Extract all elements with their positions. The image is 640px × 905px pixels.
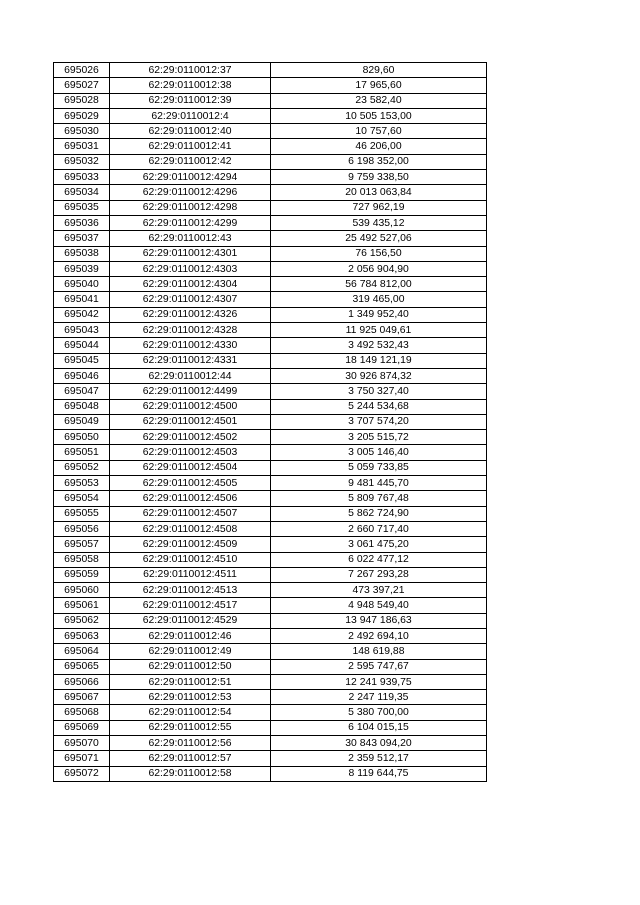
row-id-cell: 695038: [54, 246, 110, 261]
value-cell: 4 948 549,40: [271, 598, 487, 613]
table-row: [54, 659, 487, 674]
value-cell: 5 862 724,90: [271, 506, 487, 521]
cadastral-number-cell: 62:29:0110012:40: [110, 124, 271, 139]
value-cell: 5 244 534,68: [271, 399, 487, 414]
row-id-cell: 695048: [54, 399, 110, 414]
value-cell: 30 843 094,20: [271, 736, 487, 751]
table-row: [54, 598, 487, 613]
row-id-cell: 695059: [54, 567, 110, 582]
value-cell: 23 582,40: [271, 93, 487, 108]
row-id-cell: 695039: [54, 261, 110, 276]
cadastral-number-cell: 62:29:0110012:57: [110, 751, 271, 766]
cadastral-number-cell: 62:29:0110012:50: [110, 659, 271, 674]
table-row: [54, 491, 487, 506]
cadastral-number-cell: 62:29:0110012:4301: [110, 246, 271, 261]
cadastral-number-cell: 62:29:0110012:56: [110, 736, 271, 751]
table-row: [54, 338, 487, 353]
table-row: [54, 644, 487, 659]
cadastral-number-cell: 62:29:0110012:4303: [110, 261, 271, 276]
cadastral-number-cell: 62:29:0110012:4511: [110, 567, 271, 582]
value-cell: 2 595 747,67: [271, 659, 487, 674]
value-cell: 30 926 874,32: [271, 368, 487, 383]
value-cell: 3 750 327,40: [271, 384, 487, 399]
table-row: [54, 766, 487, 781]
table-row: [54, 78, 487, 93]
row-id-cell: 695069: [54, 720, 110, 735]
value-cell: 6 104 015,15: [271, 720, 487, 735]
table-row: [54, 552, 487, 567]
table-row: [54, 736, 487, 751]
data-table: [53, 62, 487, 782]
cadastral-number-cell: 62:29:0110012:58: [110, 766, 271, 781]
value-cell: 473 397,21: [271, 583, 487, 598]
table-row: [54, 628, 487, 643]
cadastral-number-cell: 62:29:0110012:43: [110, 231, 271, 246]
row-id-cell: 695042: [54, 307, 110, 322]
table-row: [54, 674, 487, 689]
table-row: [54, 231, 487, 246]
row-id-cell: 695026: [54, 63, 110, 78]
cadastral-number-cell: 62:29:0110012:49: [110, 644, 271, 659]
table-row: [54, 613, 487, 628]
table-row: [54, 399, 487, 414]
row-id-cell: 695034: [54, 185, 110, 200]
cadastral-number-cell: 62:29:0110012:53: [110, 690, 271, 705]
row-id-cell: 695055: [54, 506, 110, 521]
cadastral-number-cell: 62:29:0110012:4502: [110, 430, 271, 445]
row-id-cell: 695032: [54, 154, 110, 169]
row-id-cell: 695029: [54, 108, 110, 123]
cadastral-number-cell: 62:29:0110012:4294: [110, 170, 271, 185]
row-id-cell: 695062: [54, 613, 110, 628]
table-row: [54, 323, 487, 338]
cadastral-number-cell: 62:29:0110012:4504: [110, 460, 271, 475]
cadastral-number-cell: 62:29:0110012:4298: [110, 200, 271, 215]
cadastral-number-cell: 62:29:0110012:51: [110, 674, 271, 689]
value-cell: 2 247 119,35: [271, 690, 487, 705]
value-cell: 3 005 146,40: [271, 445, 487, 460]
row-id-cell: 695030: [54, 124, 110, 139]
cadastral-number-cell: 62:29:0110012:41: [110, 139, 271, 154]
row-id-cell: 695036: [54, 215, 110, 230]
cadastral-number-cell: 62:29:0110012:4: [110, 108, 271, 123]
value-cell: 20 013 063,84: [271, 185, 487, 200]
cadastral-number-cell: 62:29:0110012:4304: [110, 277, 271, 292]
table-row: [54, 63, 487, 78]
value-cell: 319 465,00: [271, 292, 487, 307]
cadastral-number-cell: 62:29:0110012:37: [110, 63, 271, 78]
table-row: [54, 368, 487, 383]
row-id-cell: 695072: [54, 766, 110, 781]
cadastral-number-cell: 62:29:0110012:4529: [110, 613, 271, 628]
cadastral-number-cell: 62:29:0110012:4330: [110, 338, 271, 353]
cadastral-number-cell: 62:29:0110012:46: [110, 628, 271, 643]
value-cell: 2 660 717,40: [271, 521, 487, 536]
value-cell: 6 022 477,12: [271, 552, 487, 567]
value-cell: 1 349 952,40: [271, 307, 487, 322]
value-cell: 76 156,50: [271, 246, 487, 261]
table-row: [54, 353, 487, 368]
table-row: [54, 200, 487, 215]
value-cell: 13 947 186,63: [271, 613, 487, 628]
value-cell: 10 505 153,00: [271, 108, 487, 123]
cadastral-number-cell: 62:29:0110012:4506: [110, 491, 271, 506]
value-cell: 56 784 812,00: [271, 277, 487, 292]
table-row: [54, 185, 487, 200]
table-row: [54, 292, 487, 307]
table-row: [54, 215, 487, 230]
row-id-cell: 695057: [54, 537, 110, 552]
cadastral-number-cell: 62:29:0110012:38: [110, 78, 271, 93]
row-id-cell: 695041: [54, 292, 110, 307]
value-cell: 3 707 574,20: [271, 414, 487, 429]
cadastral-number-cell: 62:29:0110012:55: [110, 720, 271, 735]
value-cell: 829,60: [271, 63, 487, 78]
table-row: [54, 476, 487, 491]
table-row: [54, 261, 487, 276]
row-id-cell: 695051: [54, 445, 110, 460]
value-cell: 2 359 512,17: [271, 751, 487, 766]
table-row: [54, 720, 487, 735]
row-id-cell: 695044: [54, 338, 110, 353]
table-row: [54, 445, 487, 460]
row-id-cell: 695043: [54, 323, 110, 338]
row-id-cell: 695071: [54, 751, 110, 766]
table-row: [54, 124, 487, 139]
table-row: [54, 705, 487, 720]
table-row: [54, 430, 487, 445]
table-row: [54, 93, 487, 108]
cadastral-number-cell: 62:29:0110012:4500: [110, 399, 271, 414]
row-id-cell: 695064: [54, 644, 110, 659]
cadastral-number-cell: 62:29:0110012:44: [110, 368, 271, 383]
cadastral-number-cell: 62:29:0110012:4296: [110, 185, 271, 200]
row-id-cell: 695027: [54, 78, 110, 93]
value-cell: 46 206,00: [271, 139, 487, 154]
cadastral-number-cell: 62:29:0110012:4326: [110, 307, 271, 322]
cadastral-number-cell: 62:29:0110012:4501: [110, 414, 271, 429]
row-id-cell: 695045: [54, 353, 110, 368]
cadastral-number-cell: 62:29:0110012:4503: [110, 445, 271, 460]
row-id-cell: 695035: [54, 200, 110, 215]
value-cell: 6 198 352,00: [271, 154, 487, 169]
table-row: [54, 414, 487, 429]
row-id-cell: 695056: [54, 521, 110, 536]
value-cell: 3 492 532,43: [271, 338, 487, 353]
row-id-cell: 695061: [54, 598, 110, 613]
table-row: [54, 690, 487, 705]
row-id-cell: 695066: [54, 674, 110, 689]
table-row: [54, 384, 487, 399]
table-row: [54, 751, 487, 766]
value-cell: 148 619,88: [271, 644, 487, 659]
table-row: [54, 307, 487, 322]
cadastral-number-cell: 62:29:0110012:4517: [110, 598, 271, 613]
value-cell: 25 492 527,06: [271, 231, 487, 246]
table-row: [54, 567, 487, 582]
row-id-cell: 695067: [54, 690, 110, 705]
cadastral-number-cell: 62:29:0110012:4507: [110, 506, 271, 521]
row-id-cell: 695054: [54, 491, 110, 506]
value-cell: 2 492 694,10: [271, 628, 487, 643]
value-cell: 8 119 644,75: [271, 766, 487, 781]
row-id-cell: 695053: [54, 476, 110, 491]
table-row: [54, 537, 487, 552]
value-cell: 3 205 515,72: [271, 430, 487, 445]
value-cell: 5 809 767,48: [271, 491, 487, 506]
value-cell: 18 149 121,19: [271, 353, 487, 368]
row-id-cell: 695049: [54, 414, 110, 429]
cadastral-number-cell: 62:29:0110012:4499: [110, 384, 271, 399]
row-id-cell: 695046: [54, 368, 110, 383]
cadastral-number-cell: 62:29:0110012:4299: [110, 215, 271, 230]
table-row: [54, 277, 487, 292]
value-cell: 539 435,12: [271, 215, 487, 230]
cadastral-number-cell: 62:29:0110012:4509: [110, 537, 271, 552]
table-row: [54, 108, 487, 123]
value-cell: 9 759 338,50: [271, 170, 487, 185]
row-id-cell: 695028: [54, 93, 110, 108]
value-cell: 7 267 293,28: [271, 567, 487, 582]
row-id-cell: 695033: [54, 170, 110, 185]
cadastral-number-cell: 62:29:0110012:4510: [110, 552, 271, 567]
table-row: [54, 460, 487, 475]
cadastral-number-cell: 62:29:0110012:4328: [110, 323, 271, 338]
row-id-cell: 695058: [54, 552, 110, 567]
table-row: [54, 506, 487, 521]
row-id-cell: 695052: [54, 460, 110, 475]
table-row: [54, 246, 487, 261]
row-id-cell: 695047: [54, 384, 110, 399]
value-cell: 727 962,19: [271, 200, 487, 215]
cadastral-number-cell: 62:29:0110012:42: [110, 154, 271, 169]
row-id-cell: 695050: [54, 430, 110, 445]
table-row: [54, 583, 487, 598]
cadastral-number-cell: 62:29:0110012:4508: [110, 521, 271, 536]
table-row: [54, 521, 487, 536]
table-body: [54, 63, 487, 782]
value-cell: 11 925 049,61: [271, 323, 487, 338]
cadastral-number-cell: 62:29:0110012:4307: [110, 292, 271, 307]
cadastral-number-cell: 62:29:0110012:4331: [110, 353, 271, 368]
cadastral-number-cell: 62:29:0110012:39: [110, 93, 271, 108]
cadastral-number-cell: 62:29:0110012:4505: [110, 476, 271, 491]
table-row: [54, 139, 487, 154]
row-id-cell: 695065: [54, 659, 110, 674]
row-id-cell: 695063: [54, 628, 110, 643]
value-cell: 12 241 939,75: [271, 674, 487, 689]
value-cell: 17 965,60: [271, 78, 487, 93]
row-id-cell: 695060: [54, 583, 110, 598]
table-row: [54, 154, 487, 169]
cadastral-number-cell: 62:29:0110012:4513: [110, 583, 271, 598]
value-cell: 2 056 904,90: [271, 261, 487, 276]
value-cell: 5 380 700,00: [271, 705, 487, 720]
value-cell: 10 757,60: [271, 124, 487, 139]
value-cell: 5 059 733,85: [271, 460, 487, 475]
row-id-cell: 695031: [54, 139, 110, 154]
table-row: [54, 170, 487, 185]
value-cell: 9 481 445,70: [271, 476, 487, 491]
value-cell: 3 061 475,20: [271, 537, 487, 552]
row-id-cell: 695070: [54, 736, 110, 751]
row-id-cell: 695037: [54, 231, 110, 246]
row-id-cell: 695040: [54, 277, 110, 292]
row-id-cell: 695068: [54, 705, 110, 720]
cadastral-number-cell: 62:29:0110012:54: [110, 705, 271, 720]
